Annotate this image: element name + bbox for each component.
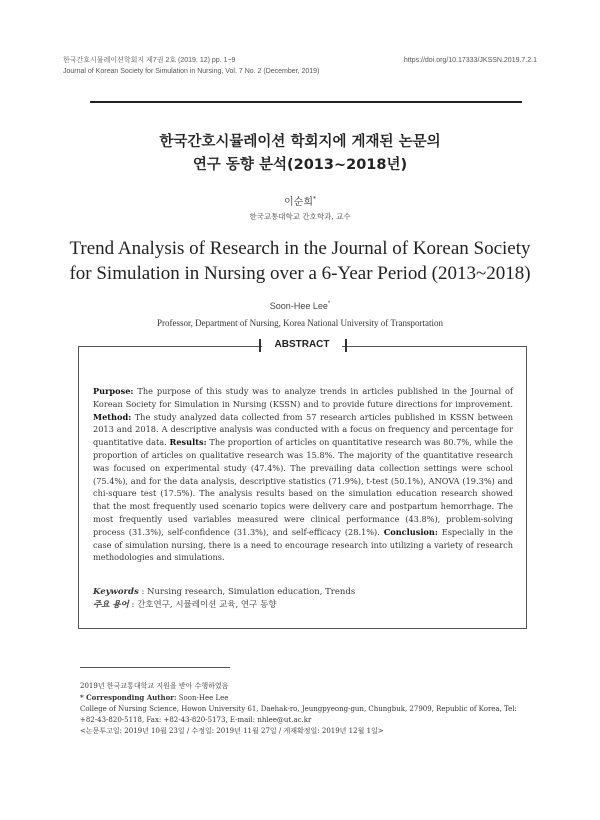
korean-author-name: 이순희: [284, 197, 313, 208]
author-footnote-mark: *: [312, 195, 316, 203]
corresponding-author-label: * Corresponding Author:: [80, 693, 177, 702]
journal-citation-en: Journal of Korean Society for Simulation in Nursing, Vol. 7 No. 2 (December, 2019): [63, 68, 320, 75]
corresponding-author: [80, 692, 530, 704]
korean-affiliation: 한국교통대학교 간호학과, 교수: [249, 212, 351, 221]
keywords-en-values: : Nursing research, Simulation education, Trends: [138, 587, 356, 597]
keywords-block: [93, 586, 355, 612]
korean-title-line-2: 연구 동향 분석(2013~2018년): [192, 157, 408, 173]
purpose-text: The purpose of this study was to analyze trends in articles published in the Journal of Korean Society for Simulation in Nursing (KSSN) and to provide future directions for improvement.: [93, 386, 513, 409]
keywords-en-label: Keywords: [93, 587, 139, 597]
footnote-rule: [80, 667, 230, 668]
keywords-kr-label: 주요 용어: [93, 600, 129, 610]
abstract-heading-right-bar: [345, 339, 347, 352]
conclusion-text: Especially in the case of simulation nursing, there is a need to encourage research into utilizing a variety of research methodologies and simulations.: [93, 526, 513, 563]
corresponding-author-name: Soon-Hee Lee: [176, 694, 229, 702]
english-affiliation: Professor, Department of Nursing, Korea National University of Transportation: [156, 318, 444, 328]
abstract-heading-left-bar: [259, 339, 261, 352]
english-title-line-2: for Simulation in Nursing over a 6-Year Period (2013~2018): [69, 263, 531, 284]
running-header: [63, 55, 537, 77]
funding-note: 2019년 한국교통대학교 지원을 받아 수행하였음: [80, 682, 229, 690]
journal-citation-kr: 한국간호시뮬레이션학회지 제7권 2호 (2019. 12) pp. 1~9: [63, 57, 236, 64]
keywords-en: [93, 586, 355, 599]
results-label: Results:: [169, 437, 207, 448]
purpose-label: Purpose:: [93, 386, 134, 396]
english-title-line-1: Trend Analysis of Research in the Journal of Korean Society: [69, 238, 531, 259]
method-label: Method:: [93, 411, 132, 422]
doi-link[interactable]: https://doi.org/10.17333/JKSSN.2019.7.2.1: [403, 57, 537, 64]
keywords-kr-values: : 간호연구, 시뮬레이션 교육, 연구 동향: [128, 600, 277, 610]
conclusion-label: Conclusion:: [383, 526, 438, 537]
korean-title: [0, 131, 600, 177]
abstract-heading: ABSTRACT: [262, 339, 342, 350]
keywords-kr: [93, 599, 355, 612]
author-address: College of Nursing Science, Howon University 61, Daehak-ro, Jeungpyeong-gun, Chungbuk, 27909, Republic of Korea, Tel: +82-43-820-5118, Fax: +82-43-820-5173, E-mail: nhlee@ut.ac.kr: [80, 705, 517, 724]
method-text: The study analyzed data collected from 57 research articles published in KSSN between 2013 and 2018. A descriptive analysis was conducted with a focus on frequency and percentage for quantitative data.: [93, 411, 513, 448]
footnotes: [80, 681, 530, 737]
korean-title-line-1: 한국간호시뮬레이션 학회지에 게재된 논문의: [159, 134, 441, 150]
english-title: [0, 236, 600, 286]
header-rule: [90, 101, 522, 103]
korean-author: [0, 193, 600, 208]
results-text: The proportion of articles on quantitative research was 80.7%, while the proportion of articles on qualitative research was 15.8%. The majority of the quantitative research was focused on experimental study (47.4%). The prevailing data collection settings were school (75.4%), and for the data analysis, descriptive statistics (71.9%), t-test (50.1%), ANOVA (19.3%) and chi-square test (17.5%). The analysis results based on the simulation education research showed that the most frequently used scenario topics were delivery care and postpartum hemorrhage. The most frequently used variables measured were clinical performance (43.8%), problem-solving process (31.3%), self-confidence (31.3%), and self-efficacy (28.1%).: [93, 437, 513, 537]
english-author-name: Soon-Hee Lee: [269, 301, 328, 311]
submission-dates: <논문투고일: 2019년 10월 23일 / 수정일: 2019년 11월 27일 / 게재확정일: 2019년 12월 1일>: [80, 727, 384, 735]
abstract-body: [93, 385, 513, 564]
english-author-footnote-mark: *: [327, 301, 331, 307]
english-author: [0, 301, 600, 311]
